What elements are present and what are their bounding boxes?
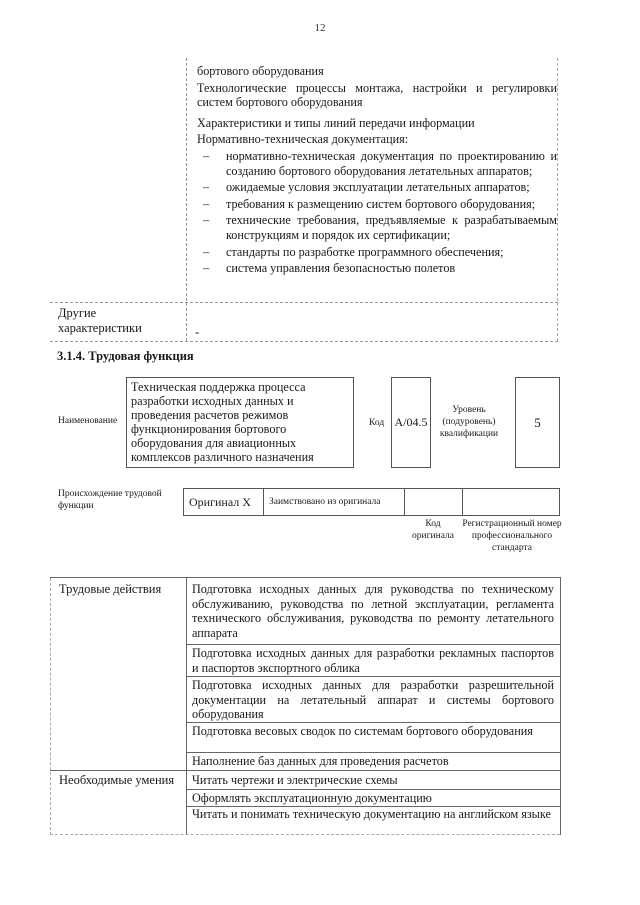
other-characteristics-value: -	[195, 324, 200, 339]
action-row: Наполнение баз данных для проведения расчетов	[192, 754, 449, 768]
name-label: Наименование	[58, 416, 118, 426]
level-box: 5	[515, 377, 560, 468]
code-original-caption: Код оригинала	[412, 519, 454, 541]
section-divider	[50, 770, 560, 771]
row-divider	[186, 789, 560, 790]
code-label: Код	[369, 418, 385, 428]
norm-doc-list	[197, 149, 557, 276]
list-item: – технические требования, предъявляемые к разрабатываемым конструкциям и порядок их сертификации;	[197, 213, 557, 242]
column-divider	[186, 578, 187, 835]
skill-row: Читать чертежи и электрические схемы	[192, 773, 398, 787]
other-characteristics-label: Другие характеристики	[58, 306, 142, 335]
code-box: A/04.5	[391, 377, 431, 468]
table-right-border	[557, 58, 558, 341]
list-item: – стандарты по разработке программного обеспечения;	[197, 245, 557, 260]
level-label: Уровень (подуровень) квалификации	[439, 405, 499, 439]
reg-number-caption: Регистрационный номер профессионального стандарта	[462, 519, 562, 553]
knowledge-line: Нормативно-техническая документация:	[197, 132, 409, 147]
section-title: 3.1.4. Трудовая функция	[57, 349, 194, 363]
knowledge-cell	[197, 64, 557, 278]
action-row: Подготовка исходных данных для разработки разрешительной документации на летательный аппарат и системы бортового оборудования	[192, 678, 554, 722]
reg-number-cell	[463, 489, 560, 515]
action-row: Подготовка весовых сводок по системам бортового оборудования	[192, 724, 533, 738]
bottom-border	[50, 834, 560, 835]
original-cell: Оригинал X	[184, 489, 264, 515]
action-row: Подготовка исходных данных для руководства по техническому обслуживанию, руководства по летной эксплуатации, регламента технического обслуживания, руководства по ремонту летательного аппарата	[192, 582, 554, 640]
skill-row: Оформлять эксплуатационную документацию	[192, 791, 432, 805]
row-divider	[186, 752, 560, 753]
action-row: Подготовка исходных данных для разработки рекламных паспортов и паспортов экспортного облика	[192, 646, 554, 675]
origin-label: Происхождение трудовой функции	[58, 489, 162, 511]
row-divider	[186, 676, 560, 677]
page-number: 12	[314, 22, 326, 34]
list-item: – требования к размещению систем бортового оборудования;	[197, 197, 557, 212]
row-divider	[186, 644, 560, 645]
knowledge-line: Характеристики и типы линий передачи информации	[197, 115, 475, 130]
list-item: – система управления безопасностью полетов	[197, 261, 557, 276]
list-item: – ожидаемые условия эксплуатации летательных аппаратов;	[197, 180, 557, 195]
skills-label: Необходимые умения	[59, 773, 175, 787]
actions-label: Трудовые действия	[59, 582, 162, 596]
function-table	[50, 577, 561, 835]
origin-row	[183, 488, 560, 516]
list-item: – нормативно-техническая документация по проектированию и созданию бортового оборудования летательных аппаратов;	[197, 149, 557, 178]
continuation-table	[50, 58, 558, 342]
left-border	[50, 578, 51, 835]
row-divider	[186, 722, 560, 723]
skill-row: Читать и понимать техническую документацию на английском языке	[192, 807, 551, 821]
knowledge-line: Технологические процессы монтажа, настройки и регулировки систем бортового оборудования	[197, 80, 557, 110]
borrowed-cell: Заимствовано из оригинала	[264, 489, 405, 515]
origin-code-cell	[405, 489, 463, 515]
function-name-box: Техническая поддержка процесса разработки исходных данных и проведения расчетов режимов функционирования бортового оборудования для авиационных комплексов различного назначения	[126, 377, 354, 468]
row-divider	[50, 302, 558, 303]
knowledge-line: бортового оборудования	[197, 64, 324, 78]
column-divider	[186, 58, 187, 341]
